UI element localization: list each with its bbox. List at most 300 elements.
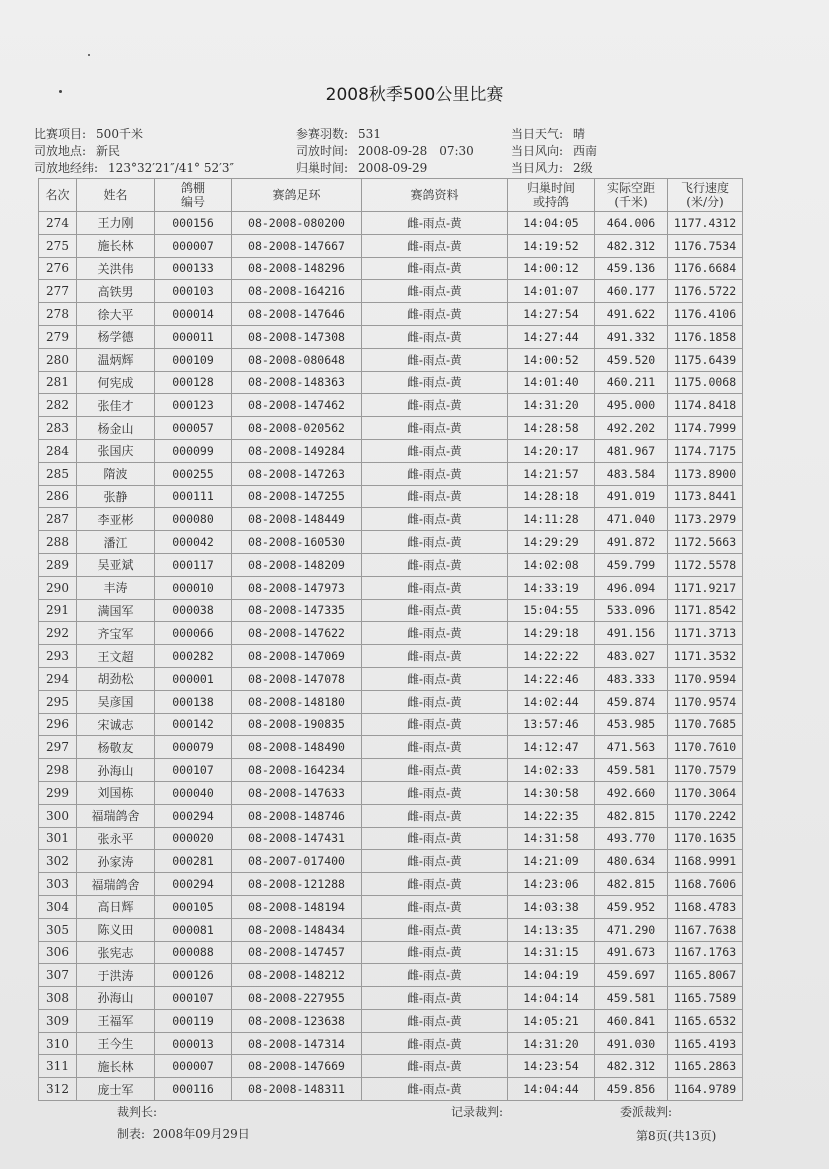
footer-dispatch: 委派裁判: [620, 1105, 673, 1119]
cell-name: 隋波 [77, 462, 155, 485]
cell-ring: 08-2008-160530 [232, 531, 362, 554]
cell-speed: 1168.7606 [668, 873, 743, 896]
cell-name: 徐大平 [77, 303, 155, 326]
cell-loft: 000294 [155, 804, 232, 827]
header-time [508, 179, 595, 212]
cell-time: 14:21:09 [508, 850, 595, 873]
table-header-row [39, 179, 743, 212]
meta-weather-value: 晴 [573, 127, 586, 141]
table-row [39, 736, 743, 759]
cell-ring: 08-2008-149284 [232, 439, 362, 462]
cell-name: 孙家涛 [77, 850, 155, 873]
meta-wind-dir-label: 当日风向: [511, 144, 564, 158]
cell-dist: 471.040 [595, 508, 668, 531]
cell-loft: 000117 [155, 553, 232, 576]
cell-rank: 308 [39, 987, 77, 1010]
cell-loft: 000107 [155, 759, 232, 782]
cell-time: 14:01:40 [508, 371, 595, 394]
cell-loft: 000007 [155, 1055, 232, 1078]
cell-dist: 482.815 [595, 804, 668, 827]
cell-dist: 483.333 [595, 667, 668, 690]
cell-speed: 1176.6684 [668, 257, 743, 280]
cell-speed: 1172.5663 [668, 531, 743, 554]
cell-dist: 464.006 [595, 212, 668, 235]
cell-ring: 08-2008-147255 [232, 485, 362, 508]
cell-time: 14:00:12 [508, 257, 595, 280]
cell-loft: 000081 [155, 918, 232, 941]
cell-time: 14:02:33 [508, 759, 595, 782]
cell-info: 雌-雨点-黄 [362, 280, 508, 303]
table-row [39, 645, 743, 668]
table-row [39, 485, 743, 508]
cell-speed: 1176.1858 [668, 325, 743, 348]
table-row [39, 257, 743, 280]
cell-speed: 1170.9594 [668, 667, 743, 690]
meta-wind-force-value: 2级 [573, 161, 593, 175]
cell-time: 14:21:57 [508, 462, 595, 485]
table-row [39, 303, 743, 326]
cell-ring: 08-2008-147457 [232, 941, 362, 964]
meta-coords [34, 159, 234, 176]
cell-info: 雌-雨点-黄 [362, 508, 508, 531]
table-row [39, 576, 743, 599]
cell-rank: 291 [39, 599, 77, 622]
cell-ring: 08-2008-147462 [232, 394, 362, 417]
cell-info: 雌-雨点-黄 [362, 827, 508, 850]
meta-coords-value: 123°32′21″/41° 52′3″ [108, 161, 234, 175]
cell-ring: 08-2008-147308 [232, 325, 362, 348]
table-row [39, 531, 743, 554]
cell-loft: 000040 [155, 781, 232, 804]
cell-dist: 492.202 [595, 417, 668, 440]
cell-loft: 000116 [155, 1078, 232, 1101]
cell-time: 14:31:20 [508, 394, 595, 417]
cell-speed: 1170.1635 [668, 827, 743, 850]
cell-name: 张宪志 [77, 941, 155, 964]
cell-ring: 08-2008-147633 [232, 781, 362, 804]
cell-info: 雌-雨点-黄 [362, 667, 508, 690]
table-row [39, 759, 743, 782]
cell-name: 庞士军 [77, 1078, 155, 1101]
cell-rank: 305 [39, 918, 77, 941]
cell-dist: 491.622 [595, 303, 668, 326]
cell-rank: 300 [39, 804, 77, 827]
header-loft [155, 179, 232, 212]
cell-loft: 000111 [155, 485, 232, 508]
cell-ring: 08-2008-147431 [232, 827, 362, 850]
cell-time: 14:33:19 [508, 576, 595, 599]
table-row [39, 713, 743, 736]
cell-ring: 08-2008-148180 [232, 690, 362, 713]
cell-info: 雌-雨点-黄 [362, 234, 508, 257]
cell-speed: 1170.7610 [668, 736, 743, 759]
cell-name: 何宪成 [77, 371, 155, 394]
cell-name: 张永平 [77, 827, 155, 850]
footer-prepared [117, 1125, 250, 1142]
table-row [39, 781, 743, 804]
table-row [39, 371, 743, 394]
cell-info: 雌-雨点-黄 [362, 622, 508, 645]
table-row [39, 325, 743, 348]
cell-ring: 08-2008-147669 [232, 1055, 362, 1078]
cell-time: 14:20:17 [508, 439, 595, 462]
cell-time: 14:22:22 [508, 645, 595, 668]
cell-time: 14:19:52 [508, 234, 595, 257]
cell-speed: 1170.3064 [668, 781, 743, 804]
cell-speed: 1174.7999 [668, 417, 743, 440]
table-row [39, 895, 743, 918]
meta-coords-label: 司放地经纬: [34, 161, 99, 175]
cell-speed: 1165.6532 [668, 1009, 743, 1032]
cell-speed: 1177.4312 [668, 212, 743, 235]
cell-name: 齐宝军 [77, 622, 155, 645]
cell-info: 雌-雨点-黄 [362, 439, 508, 462]
cell-dist: 491.872 [595, 531, 668, 554]
cell-speed: 1173.8900 [668, 462, 743, 485]
cell-ring: 08-2008-148490 [232, 736, 362, 759]
meta-wind-dir [511, 142, 597, 159]
cell-name: 李亚彬 [77, 508, 155, 531]
cell-name: 施长林 [77, 1055, 155, 1078]
cell-ring: 08-2008-147667 [232, 234, 362, 257]
cell-time: 14:04:44 [508, 1078, 595, 1101]
table-row [39, 987, 743, 1010]
cell-speed: 1170.9574 [668, 690, 743, 713]
cell-name: 满国军 [77, 599, 155, 622]
cell-loft: 000107 [155, 987, 232, 1010]
cell-ring: 08-2008-148363 [232, 371, 362, 394]
cell-ring: 08-2008-164216 [232, 280, 362, 303]
header-ring: 赛鸽足环 [232, 179, 362, 212]
cell-speed: 1176.7534 [668, 234, 743, 257]
cell-time: 14:27:44 [508, 325, 595, 348]
cell-info: 雌-雨点-黄 [362, 987, 508, 1010]
header-time-line2: 或持鸽 [532, 195, 569, 209]
header-time-line1: 归巢时间 [526, 181, 575, 195]
cell-time: 14:28:18 [508, 485, 595, 508]
cell-loft: 000007 [155, 234, 232, 257]
cell-time: 14:23:54 [508, 1055, 595, 1078]
cell-name: 杨学德 [77, 325, 155, 348]
meta-event-value: 500千米 [96, 127, 143, 141]
cell-dist: 459.697 [595, 964, 668, 987]
table-row [39, 439, 743, 462]
cell-time: 14:31:20 [508, 1032, 595, 1055]
cell-rank: 281 [39, 371, 77, 394]
cell-loft: 000255 [155, 462, 232, 485]
cell-rank: 279 [39, 325, 77, 348]
table-row [39, 234, 743, 257]
cell-dist: 480.634 [595, 850, 668, 873]
cell-info: 雌-雨点-黄 [362, 690, 508, 713]
cell-rank: 309 [39, 1009, 77, 1032]
meta-wind-force-label: 当日风力: [511, 161, 564, 175]
cell-loft: 000010 [155, 576, 232, 599]
cell-speed: 1170.2242 [668, 804, 743, 827]
cell-name: 胡劲松 [77, 667, 155, 690]
cell-loft: 000001 [155, 667, 232, 690]
cell-speed: 1171.8542 [668, 599, 743, 622]
cell-loft: 000099 [155, 439, 232, 462]
meta-wind-dir-value: 西南 [573, 144, 598, 158]
table-row [39, 918, 743, 941]
meta-weather-label: 当日天气: [511, 127, 564, 141]
cell-info: 雌-雨点-黄 [362, 576, 508, 599]
cell-speed: 1168.9991 [668, 850, 743, 873]
cell-ring: 08-2008-227955 [232, 987, 362, 1010]
cell-ring: 08-2007-017400 [232, 850, 362, 873]
cell-name: 王文超 [77, 645, 155, 668]
cell-name: 丰涛 [77, 576, 155, 599]
cell-time: 14:04:14 [508, 987, 595, 1010]
cell-name: 孙海山 [77, 987, 155, 1010]
cell-dist: 459.856 [595, 1078, 668, 1101]
cell-ring: 08-2008-147314 [232, 1032, 362, 1055]
table-row [39, 394, 743, 417]
table-row [39, 1055, 743, 1078]
table-row [39, 417, 743, 440]
cell-dist: 482.312 [595, 1055, 668, 1078]
cell-ring: 08-2008-148296 [232, 257, 362, 280]
cell-ring: 08-2008-190835 [232, 713, 362, 736]
cell-loft: 000014 [155, 303, 232, 326]
cell-ring: 08-2008-148449 [232, 508, 362, 531]
meta-release-label: 司放时间: [296, 144, 349, 158]
cell-info: 雌-雨点-黄 [362, 531, 508, 554]
cell-speed: 1175.6439 [668, 348, 743, 371]
cell-info: 雌-雨点-黄 [362, 325, 508, 348]
cell-name: 宋诚志 [77, 713, 155, 736]
cell-info: 雌-雨点-黄 [362, 645, 508, 668]
cell-rank: 284 [39, 439, 77, 462]
cell-time: 14:00:52 [508, 348, 595, 371]
cell-info: 雌-雨点-黄 [362, 417, 508, 440]
cell-loft: 000138 [155, 690, 232, 713]
cell-loft: 000079 [155, 736, 232, 759]
cell-rank: 277 [39, 280, 77, 303]
header-loft-line2: 编号 [180, 195, 205, 209]
cell-rank: 293 [39, 645, 77, 668]
table-row [39, 1009, 743, 1032]
cell-dist: 481.967 [595, 439, 668, 462]
table-row [39, 1078, 743, 1101]
cell-ring: 08-2008-121288 [232, 873, 362, 896]
table-row [39, 553, 743, 576]
cell-rank: 304 [39, 895, 77, 918]
cell-time: 14:05:21 [508, 1009, 595, 1032]
cell-info: 雌-雨点-黄 [362, 1078, 508, 1101]
cell-name: 张国庆 [77, 439, 155, 462]
cell-loft: 000109 [155, 348, 232, 371]
cell-speed: 1167.1763 [668, 941, 743, 964]
cell-time: 15:04:55 [508, 599, 595, 622]
results-table [38, 178, 743, 1101]
cell-info: 雌-雨点-黄 [362, 371, 508, 394]
cell-time: 14:13:35 [508, 918, 595, 941]
cell-rank: 306 [39, 941, 77, 964]
cell-loft: 000142 [155, 713, 232, 736]
cell-dist: 482.815 [595, 873, 668, 896]
cell-dist: 493.770 [595, 827, 668, 850]
cell-speed: 1171.9217 [668, 576, 743, 599]
table-row [39, 348, 743, 371]
cell-dist: 459.799 [595, 553, 668, 576]
cell-speed: 1170.7579 [668, 759, 743, 782]
cell-rank: 294 [39, 667, 77, 690]
cell-name: 高铁男 [77, 280, 155, 303]
cell-time: 14:02:44 [508, 690, 595, 713]
cell-time: 14:01:07 [508, 280, 595, 303]
meta-count [296, 125, 381, 142]
cell-dist: 460.841 [595, 1009, 668, 1032]
cell-ring: 08-2008-020562 [232, 417, 362, 440]
meta-event [34, 125, 143, 142]
cell-rank: 275 [39, 234, 77, 257]
cell-info: 雌-雨点-黄 [362, 759, 508, 782]
cell-dist: 495.000 [595, 394, 668, 417]
cell-dist: 491.030 [595, 1032, 668, 1055]
header-speed-line2: (米/分) [686, 195, 724, 209]
cell-rank: 299 [39, 781, 77, 804]
meta-release [296, 142, 474, 159]
cell-speed: 1171.3532 [668, 645, 743, 668]
cell-rank: 296 [39, 713, 77, 736]
cell-time: 14:23:06 [508, 873, 595, 896]
cell-speed: 1176.5722 [668, 280, 743, 303]
cell-info: 雌-雨点-黄 [362, 895, 508, 918]
cell-rank: 301 [39, 827, 77, 850]
meta-release-value: 2008-09-28 07:30 [358, 144, 474, 158]
cell-rank: 310 [39, 1032, 77, 1055]
cell-info: 雌-雨点-黄 [362, 804, 508, 827]
cell-loft: 000133 [155, 257, 232, 280]
cell-info: 雌-雨点-黄 [362, 1055, 508, 1078]
cell-loft: 000119 [155, 1009, 232, 1032]
footer-page-info: 第8页(共13页) [636, 1129, 717, 1143]
table-row [39, 804, 743, 827]
cell-info: 雌-雨点-黄 [362, 781, 508, 804]
cell-name: 吴彦国 [77, 690, 155, 713]
scan-speck [88, 54, 90, 56]
cell-rank: 303 [39, 873, 77, 896]
cell-info: 雌-雨点-黄 [362, 303, 508, 326]
cell-time: 14:04:19 [508, 964, 595, 987]
cell-name: 福瑞鸽舍 [77, 804, 155, 827]
cell-loft: 000128 [155, 371, 232, 394]
table-row [39, 827, 743, 850]
cell-speed: 1176.4106 [668, 303, 743, 326]
cell-name: 孙海山 [77, 759, 155, 782]
cell-ring: 08-2008-147973 [232, 576, 362, 599]
cell-name: 关洪伟 [77, 257, 155, 280]
cell-ring: 08-2008-147622 [232, 622, 362, 645]
header-distance-line2: (千米) [614, 195, 648, 209]
cell-time: 14:22:46 [508, 667, 595, 690]
table-row [39, 964, 743, 987]
cell-dist: 459.520 [595, 348, 668, 371]
cell-speed: 1165.8067 [668, 964, 743, 987]
header-info: 赛鸽资料 [362, 179, 508, 212]
cell-info: 雌-雨点-黄 [362, 873, 508, 896]
cell-speed: 1165.2863 [668, 1055, 743, 1078]
cell-loft: 000013 [155, 1032, 232, 1055]
cell-rank: 286 [39, 485, 77, 508]
header-distance [595, 179, 668, 212]
meta-place-value: 新民 [96, 144, 121, 158]
cell-time: 14:27:54 [508, 303, 595, 326]
cell-ring: 08-2008-147646 [232, 303, 362, 326]
cell-loft: 000080 [155, 508, 232, 531]
cell-speed: 1172.5578 [668, 553, 743, 576]
cell-speed: 1165.7589 [668, 987, 743, 1010]
table-row [39, 850, 743, 873]
cell-time: 14:30:58 [508, 781, 595, 804]
cell-dist: 460.211 [595, 371, 668, 394]
cell-name: 施长林 [77, 234, 155, 257]
cell-rank: 288 [39, 531, 77, 554]
cell-ring: 08-2008-148212 [232, 964, 362, 987]
cell-speed: 1164.9789 [668, 1078, 743, 1101]
cell-dist: 460.177 [595, 280, 668, 303]
cell-dist: 483.027 [595, 645, 668, 668]
cell-time: 14:04:05 [508, 212, 595, 235]
table-row [39, 212, 743, 235]
footer-referee: 裁判长: [117, 1105, 158, 1119]
cell-rank: 311 [39, 1055, 77, 1078]
cell-name: 张佳才 [77, 394, 155, 417]
cell-name: 杨金山 [77, 417, 155, 440]
table-row [39, 508, 743, 531]
cell-loft: 000281 [155, 850, 232, 873]
header-loft-line1: 鸽棚 [180, 181, 205, 195]
cell-info: 雌-雨点-黄 [362, 1032, 508, 1055]
header-speed-line1: 飞行速度 [680, 181, 729, 195]
table-row [39, 1032, 743, 1055]
cell-dist: 459.136 [595, 257, 668, 280]
cell-ring: 08-2008-147069 [232, 645, 362, 668]
table-row [39, 873, 743, 896]
cell-speed: 1167.7638 [668, 918, 743, 941]
cell-time: 14:02:08 [508, 553, 595, 576]
cell-ring: 08-2008-147263 [232, 462, 362, 485]
cell-dist: 453.985 [595, 713, 668, 736]
cell-speed: 1174.7175 [668, 439, 743, 462]
cell-rank: 295 [39, 690, 77, 713]
cell-rank: 274 [39, 212, 77, 235]
cell-rank: 283 [39, 417, 77, 440]
meta-count-value: 531 [358, 127, 381, 141]
cell-dist: 491.332 [595, 325, 668, 348]
cell-loft: 000123 [155, 394, 232, 417]
cell-ring: 08-2008-123638 [232, 1009, 362, 1032]
cell-dist: 459.952 [595, 895, 668, 918]
table-row [39, 667, 743, 690]
table-row [39, 622, 743, 645]
cell-loft: 000057 [155, 417, 232, 440]
cell-loft: 000066 [155, 622, 232, 645]
cell-loft: 000294 [155, 873, 232, 896]
cell-name: 张静 [77, 485, 155, 508]
cell-rank: 276 [39, 257, 77, 280]
cell-speed: 1168.4783 [668, 895, 743, 918]
cell-time: 14:29:18 [508, 622, 595, 645]
footer-prepared-label: 制表: [117, 1127, 146, 1141]
cell-ring: 08-2008-080648 [232, 348, 362, 371]
meta-count-label: 参赛羽数: [296, 127, 349, 141]
cell-loft: 000282 [155, 645, 232, 668]
cell-name: 潘江 [77, 531, 155, 554]
cell-rank: 290 [39, 576, 77, 599]
